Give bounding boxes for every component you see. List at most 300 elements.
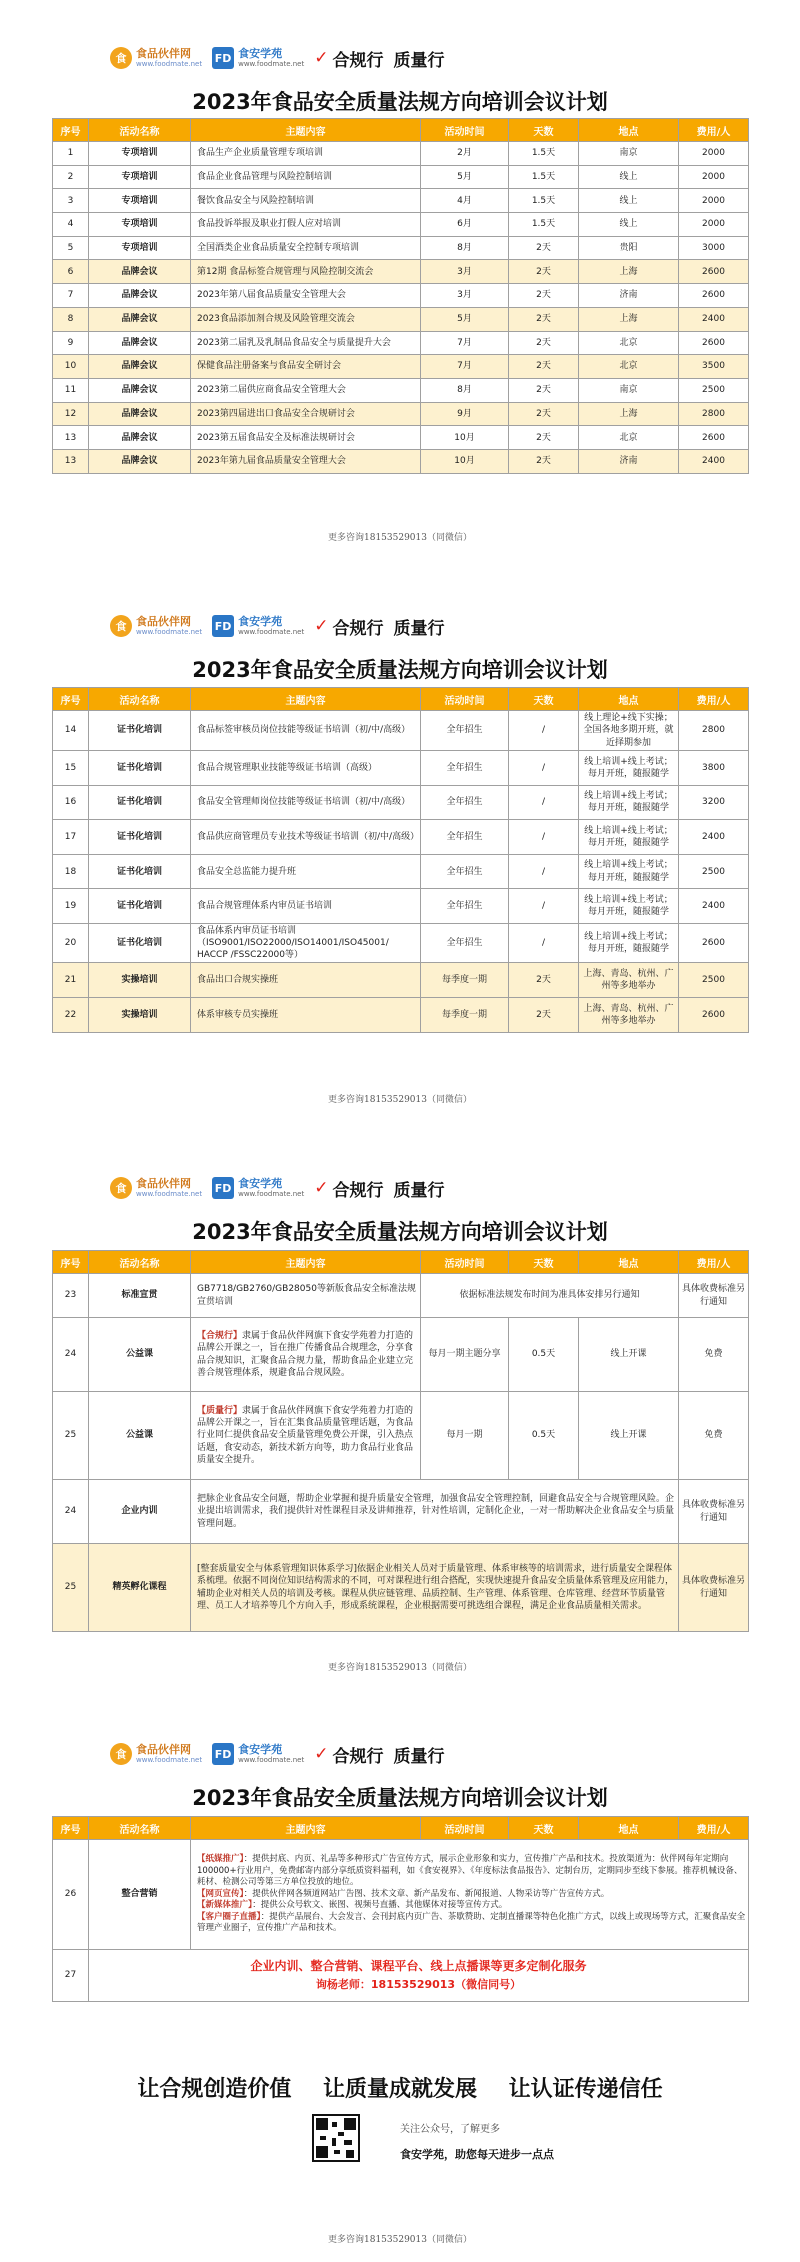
cell-place: 北京 — [579, 331, 679, 355]
foodmate-icon: 食 — [110, 1743, 132, 1765]
cell-place: 线上培训+线上考试；每月开班，随报随学 — [579, 854, 679, 889]
cell-fee: 2500 — [679, 854, 749, 889]
cell-name: 证书化培训 — [89, 751, 191, 786]
cell-no: 2 — [53, 165, 89, 189]
follow-slogan: 食安学苑，助您每天进步一点点 — [400, 2148, 554, 2161]
cell-name: 品牌会议 — [89, 284, 191, 308]
table-row — [53, 307, 749, 331]
cell-topic: 食品出口合规实操班 — [191, 963, 421, 998]
cell-topic: 食品合规管理职业技能等级证书培训（高级） — [191, 751, 421, 786]
cell-no: 25 — [53, 1544, 89, 1632]
heguixing-logo-name: 合规行 — [332, 618, 384, 639]
foodmate-logo-url: www.foodmate.net — [136, 1756, 203, 1764]
service-line: 企业内训、整合营销、课程平台、线上点播课等更多定制化服务 — [250, 1959, 587, 1974]
consult-note: 更多咨询18153529013（同微信） — [328, 533, 472, 543]
cell-fee: 2000 — [679, 142, 749, 166]
foodmate-logo-name: 食品伙伴网 — [136, 47, 191, 60]
plan-table-1 — [52, 118, 749, 474]
cell-place: 北京 — [579, 355, 679, 379]
table-row — [53, 378, 749, 402]
slogan: 让合规创造价值 让质量成就发展 让认证传递信任 — [137, 2077, 663, 2102]
cell-name: 品牌会议 — [89, 426, 191, 450]
cell-place: 线上理论+线下实操；全国各地多期开班，就近择期参加 — [579, 711, 679, 751]
cell-fee: 2000 — [679, 165, 749, 189]
col-header-no: 序号 — [53, 1251, 89, 1274]
cell-no: 10 — [53, 355, 89, 379]
cell-place: 北京 — [579, 426, 679, 450]
cell-no: 9 — [53, 331, 89, 355]
cell-place: 线上培训+线上考试；每月开班，随报随学 — [579, 785, 679, 820]
zhiliangxing-logo — [393, 1176, 444, 1201]
cell-place: 线上培训+线上考试；每月开班，随报随学 — [579, 751, 679, 786]
cell-days: 2天 — [509, 236, 579, 260]
col-header-place: 地点 — [579, 688, 679, 711]
shianxueyuan-logo — [212, 47, 304, 69]
page-title: 2023年食品安全质量法规方向培训会议计划 — [192, 1786, 608, 1810]
cell-place: 上海、青岛、杭州、广州等多地举办 — [579, 997, 679, 1032]
cell-no: 16 — [53, 785, 89, 820]
col-header-time: 活动时间 — [421, 1251, 509, 1274]
cell-days: / — [509, 751, 579, 786]
cell-topic — [191, 1318, 421, 1392]
cell-place: 线上 — [579, 189, 679, 213]
p4-lead: 【客户圈子直播】 — [197, 1911, 261, 1922]
foodmate-logo-url: www.foodmate.net — [136, 60, 203, 68]
cell-name: 证书化培训 — [89, 923, 191, 962]
table-row — [53, 426, 749, 450]
cell-no: 4 — [53, 213, 89, 237]
heguixing-logo: ✓ 合规行 — [314, 46, 383, 71]
logo-bar — [110, 606, 444, 646]
cell-no: 6 — [53, 260, 89, 284]
cell-fee: 2400 — [679, 307, 749, 331]
cell-topic: 2023第二届乳及乳制品食品安全与质量提升大会 — [191, 331, 421, 355]
cell-topic: 全国酒类企业食品质量安全控制专项培训 — [191, 236, 421, 260]
zhiliangxing-logo-name: 质量行 — [393, 618, 445, 639]
cell-fee: 2600 — [679, 331, 749, 355]
col-header-days: 天数 — [509, 1251, 579, 1274]
table-row — [53, 997, 749, 1032]
cell-fee: 具体收费标准另行通知 — [679, 1544, 749, 1632]
cell-no: 8 — [53, 307, 89, 331]
cell-topic: 食品安全管理师岗位技能等级证书培训（初/中/高级） — [191, 785, 421, 820]
table-row — [53, 820, 749, 855]
cell-topic: 食品体系内审员证书培训（ISO9001/ISO22000/ISO14001/ISO45001/ HACCP /FSSC22000等） — [191, 923, 421, 962]
cell-time: 全年招生 — [421, 854, 509, 889]
table-row — [53, 213, 749, 237]
cell-days: 2天 — [509, 449, 579, 473]
table-row — [53, 355, 749, 379]
cell-name: 专项培训 — [89, 165, 191, 189]
cell-name: 品牌会议 — [89, 378, 191, 402]
topic-text: 依据企业相关人员对于质量管理、体系审核等的培训需求，进行质量安全课程体系梳理。依据不同岗位知识结构需求的不同，可对课程进行组合搭配，实现快速提升食品安全质量体系管理及应用能力，辅助企业对相关人员的培训及考核。课程从供应链管理、品质控制、生产管理、体系管理、仓库管理、经营环节质量管理、员工人才培养等几个方向入手，形成系统课程，企业根据需要可挑选组合课程，满足企业食品质量相关需求。 — [197, 1564, 675, 1611]
cell-fee: 3500 — [679, 355, 749, 379]
table-row — [53, 711, 749, 751]
cell-no: 21 — [53, 963, 89, 998]
cell-fee: 2600 — [679, 923, 749, 962]
cell-no: 27 — [53, 1950, 89, 2002]
cell-no: 24 — [53, 1480, 89, 1544]
cell-no: 1 — [53, 142, 89, 166]
shianxueyuan-logo — [212, 1177, 304, 1199]
foodmate-logo-name: 食品伙伴网 — [136, 615, 191, 628]
cell-time: 全年招生 — [421, 751, 509, 786]
cell-time: 每季度一期 — [421, 997, 509, 1032]
cell-name: 证书化培训 — [89, 820, 191, 855]
qr-code[interactable] — [312, 2114, 360, 2162]
cell-fee: 2400 — [679, 889, 749, 924]
cell-topic: 2023食品添加剂合规及风险管理交流会 — [191, 307, 421, 331]
topic-lead: 【质量行】 — [197, 1406, 243, 1417]
p1-text: ：提供封底、内页、礼品等多种形式广告宣传方式，展示企业形象和实力，宣传推广产品和技术。投放渠道为：伙伴网每年定期向100000+行业用户，免费邮寄内部分享纸质资料福利，如《食安视界》、《年度标法食品报告》、定制台历，定期同步至线下参展。推荐机械设备、耗材、检测公司等第三方单位投放的地位。 — [197, 1854, 743, 1888]
cell-name: 证书化培训 — [89, 889, 191, 924]
shianxueyuan-logo-url: www.foodmate.net — [238, 60, 305, 68]
foodmate-icon: 食 — [110, 47, 132, 69]
col-header-place: 地点 — [579, 119, 679, 142]
cell-name: 品牌会议 — [89, 331, 191, 355]
fd-icon: FD — [212, 1743, 234, 1765]
cell-no: 22 — [53, 997, 89, 1032]
cell-place: 南京 — [579, 142, 679, 166]
zhiliangxing-logo — [393, 614, 444, 639]
cell-days: / — [509, 711, 579, 751]
cell-time: 2月 — [421, 142, 509, 166]
cell-topic: 食品合规管理体系内审员证书培训 — [191, 889, 421, 924]
cell-days: / — [509, 820, 579, 855]
page-title: 2023年食品安全质量法规方向培训会议计划 — [192, 1220, 608, 1244]
cell-fee: 2000 — [679, 213, 749, 237]
cell-place: 南京 — [579, 378, 679, 402]
col-header-topic: 主题内容 — [191, 119, 421, 142]
cell-topic: 食品供应商管理员专业技术等级证书培训（初/中/高级） — [191, 820, 421, 855]
col-header-no: 序号 — [53, 119, 89, 142]
cell-topic: 2023第五届食品安全及标准法规研讨会 — [191, 426, 421, 450]
table-row — [53, 1544, 749, 1632]
cell-topic: GB7718/GB2760/GB28050等新版食品安全标准法规宣贯培训 — [191, 1274, 421, 1318]
table-row — [53, 402, 749, 426]
cell-topic: 体系审核专员实操班 — [191, 997, 421, 1032]
cell-no: 13 — [53, 426, 89, 450]
cell-name: 专项培训 — [89, 213, 191, 237]
table-row — [53, 889, 749, 924]
cell-name: 品牌会议 — [89, 449, 191, 473]
cell-no: 11 — [53, 378, 89, 402]
table-row — [53, 1392, 749, 1480]
cell-fee: 2800 — [679, 711, 749, 751]
cell-time: 9月 — [421, 402, 509, 426]
cell-fee: 免费 — [679, 1392, 749, 1480]
cell-time: 7月 — [421, 331, 509, 355]
col-header-topic: 主题内容 — [191, 1817, 421, 1840]
heguixing-logo: ✓ 合规行 — [314, 614, 383, 639]
cell-name: 精英孵化课程 — [89, 1544, 191, 1632]
cell-topic: 餐饮食品安全与风险控制培训 — [191, 189, 421, 213]
foodmate-logo — [110, 47, 202, 69]
cell-days: 2天 — [509, 426, 579, 450]
foodmate-logo — [110, 615, 202, 637]
shianxueyuan-logo — [212, 1743, 304, 1765]
heguixing-logo: ✓ 合规行 — [314, 1742, 383, 1767]
cell-topic: 食品安全总监能力提升班 — [191, 854, 421, 889]
cell-place: 上海 — [579, 402, 679, 426]
foodmate-logo-url: www.foodmate.net — [136, 1190, 203, 1198]
cell-days: 2天 — [509, 997, 579, 1032]
cell-place: 线上 — [579, 213, 679, 237]
cell-place: 上海、青岛、杭州、广州等多地举办 — [579, 963, 679, 998]
cell-no: 5 — [53, 236, 89, 260]
cell-time: 8月 — [421, 236, 509, 260]
cell-no: 19 — [53, 889, 89, 924]
cell-days: / — [509, 785, 579, 820]
cell-merged: 依据标准法规发布时间为准具体安排另行通知 — [421, 1274, 679, 1318]
shianxueyuan-logo-name: 食安学苑 — [238, 615, 283, 628]
plan-table-2 — [52, 687, 749, 1033]
table-row — [53, 923, 749, 962]
cell-name: 品牌会议 — [89, 402, 191, 426]
cell-merged — [191, 1544, 679, 1632]
consult-note: 更多咨询18153529013（同微信） — [328, 1663, 472, 1673]
cell-fee: 3200 — [679, 785, 749, 820]
cell-name: 实操培训 — [89, 997, 191, 1032]
cell-days: 2天 — [509, 307, 579, 331]
heguixing-logo: ✓ 合规行 — [314, 1176, 383, 1201]
cell-name: 专项培训 — [89, 236, 191, 260]
cell-days: 1.5天 — [509, 165, 579, 189]
col-header-place: 地点 — [579, 1251, 679, 1274]
table-row — [53, 142, 749, 166]
p3-text: ：提供公众号软文、嵌图、视频号直播、其他媒体对接等宣传方式。 — [252, 1900, 508, 1911]
cell-fee: 具体收费标准另行通知 — [679, 1274, 749, 1318]
foodmate-logo — [110, 1177, 202, 1199]
cell-topic: 第12期 食品标签合规管理与风险控制交流会 — [191, 260, 421, 284]
cell-fee: 2600 — [679, 997, 749, 1032]
cell-no: 17 — [53, 820, 89, 855]
shianxueyuan-logo-url: www.foodmate.net — [238, 1756, 305, 1764]
cell-place: 济南 — [579, 449, 679, 473]
col-header-time: 活动时间 — [421, 1817, 509, 1840]
plan-table-4 — [52, 1816, 749, 2002]
cell-days: 2天 — [509, 378, 579, 402]
cell-name: 标准宣贯 — [89, 1274, 191, 1318]
cell-name: 公益课 — [89, 1392, 191, 1480]
cell-time: 5月 — [421, 165, 509, 189]
table-row — [53, 1318, 749, 1392]
shianxueyuan-logo-url: www.foodmate.net — [238, 628, 305, 636]
table-header — [53, 1251, 749, 1274]
table-row — [53, 1480, 749, 1544]
cell-fee: 2400 — [679, 449, 749, 473]
cell-days: 2天 — [509, 963, 579, 998]
logo-bar — [110, 38, 444, 78]
shianxueyuan-logo-name: 食安学苑 — [238, 1177, 283, 1190]
cell-place: 线上培训+线上考试；每月开班，随报随学 — [579, 923, 679, 962]
cell-days: 0.5天 — [509, 1318, 579, 1392]
cell-name: 证书化培训 — [89, 854, 191, 889]
cell-fee: 2500 — [679, 963, 749, 998]
consult-note: 更多咨询18153529013（同微信） — [328, 1095, 472, 1105]
plan-table-3 — [52, 1250, 749, 1632]
cell-name: 实操培训 — [89, 963, 191, 998]
fd-icon: FD — [212, 615, 234, 637]
cell-time: 5月 — [421, 307, 509, 331]
zhiliangxing-logo-name: 质量行 — [393, 50, 445, 71]
table-header — [53, 688, 749, 711]
table-row — [53, 236, 749, 260]
cell-time: 6月 — [421, 213, 509, 237]
p1-lead: 【纸媒推广】 — [197, 1854, 244, 1865]
cell-days: 2天 — [509, 402, 579, 426]
cell-place: 线上培训+线上考试；每月开班，随报随学 — [579, 820, 679, 855]
cell-topic — [191, 1392, 421, 1480]
cell-topic: 保健食品注册备案与食品安全研讨会 — [191, 355, 421, 379]
col-header-topic: 主题内容 — [191, 1251, 421, 1274]
cell-place: 上海 — [579, 260, 679, 284]
cell-fee: 2800 — [679, 402, 749, 426]
table-header — [53, 119, 749, 142]
cell-no: 15 — [53, 751, 89, 786]
cell-time: 8月 — [421, 378, 509, 402]
cell-time: 每月一期 — [421, 1392, 509, 1480]
col-header-place: 地点 — [579, 1817, 679, 1840]
col-header-fee: 费用/人 — [679, 1251, 749, 1274]
col-header-no: 序号 — [53, 688, 89, 711]
cell-topic: 2023年第九届食品质量安全管理大会 — [191, 449, 421, 473]
cell-fee: 3800 — [679, 751, 749, 786]
table-row — [53, 751, 749, 786]
follow-note: 关注公众号，了解更多 — [400, 2124, 500, 2135]
col-header-name: 活动名称 — [89, 688, 191, 711]
col-header-fee: 费用/人 — [679, 119, 749, 142]
cell-no: 20 — [53, 923, 89, 962]
cell-name: 品牌会议 — [89, 260, 191, 284]
cell-time: 3月 — [421, 284, 509, 308]
cell-time: 全年招生 — [421, 923, 509, 962]
p2-lead: 【网页宣传】 — [197, 1888, 244, 1899]
table-row — [53, 449, 749, 473]
cell-name: 公益课 — [89, 1318, 191, 1392]
foodmate-icon: 食 — [110, 1177, 132, 1199]
col-header-fee: 费用/人 — [679, 1817, 749, 1840]
cell-name: 企业内训 — [89, 1480, 191, 1544]
foodmate-logo-name: 食品伙伴网 — [136, 1743, 191, 1756]
cell-fee: 2600 — [679, 426, 749, 450]
cell-days: / — [509, 923, 579, 962]
cell-time: 全年招生 — [421, 711, 509, 751]
col-header-name: 活动名称 — [89, 1251, 191, 1274]
cell-place: 贵阳 — [579, 236, 679, 260]
table-row — [53, 1840, 749, 1950]
col-header-no: 序号 — [53, 1817, 89, 1840]
page-title: 2023年食品安全质量法规方向培训会议计划 — [192, 90, 608, 114]
cell-name: 证书化培训 — [89, 785, 191, 820]
cell-topic: 2023第四届进出口食品安全合规研讨会 — [191, 402, 421, 426]
heguixing-logo-name: 合规行 — [332, 50, 384, 71]
col-header-days: 天数 — [509, 119, 579, 142]
cell-time: 7月 — [421, 355, 509, 379]
cell-place: 上海 — [579, 307, 679, 331]
cell-no: 18 — [53, 854, 89, 889]
topic-text: 隶属于食品伙伴网旗下食安学苑着力打造的品牌公开课之一，旨在汇集食品质量管理话题，为食品行业同仁提供食品安全质量管理免费公开课，引入热点话题，食安动态，新技术新方向等，助力食品行业食品质量安全提升。 — [197, 1406, 414, 1465]
cell-merged — [89, 1950, 749, 2002]
zhiliangxing-logo-name: 质量行 — [393, 1746, 445, 1767]
cell-place: 线上培训+线上考试；每月开班，随报随学 — [579, 889, 679, 924]
table-row — [53, 1950, 749, 2002]
cell-days: 2天 — [509, 355, 579, 379]
cell-topic: 食品企业食品管理与风险控制培训 — [191, 165, 421, 189]
logo-bar — [110, 1734, 444, 1774]
col-header-name: 活动名称 — [89, 119, 191, 142]
cell-name: 证书化培训 — [89, 711, 191, 751]
cell-name: 专项培训 — [89, 142, 191, 166]
cell-time: 10月 — [421, 426, 509, 450]
col-header-time: 活动时间 — [421, 688, 509, 711]
contact-line: 询杨老师：18153529013（微信同号） — [315, 1977, 522, 1991]
cell-fee: 2500 — [679, 378, 749, 402]
fd-icon: FD — [212, 47, 234, 69]
cell-place: 线上开课 — [579, 1318, 679, 1392]
cell-no: 25 — [53, 1392, 89, 1480]
cell-time: 每月一期主题分享 — [421, 1318, 509, 1392]
cell-time: 全年招生 — [421, 820, 509, 855]
cell-topic: 2023年第八届食品质量安全管理大会 — [191, 284, 421, 308]
cell-topic: 2023第二届供应商食品安全管理大会 — [191, 378, 421, 402]
cell-fee: 2000 — [679, 189, 749, 213]
cell-time: 3月 — [421, 260, 509, 284]
cell-days: 2天 — [509, 260, 579, 284]
cell-no: 23 — [53, 1274, 89, 1318]
cell-name: 品牌会议 — [89, 355, 191, 379]
cell-time: 全年招生 — [421, 889, 509, 924]
cell-time: 全年招生 — [421, 785, 509, 820]
cell-days: 2天 — [509, 331, 579, 355]
zhiliangxing-logo — [393, 1742, 444, 1767]
table-row — [53, 963, 749, 998]
cell-no: 14 — [53, 711, 89, 751]
table-row — [53, 785, 749, 820]
cell-topic: 食品投诉举报及职业打假人应对培训 — [191, 213, 421, 237]
table-header — [53, 1817, 749, 1840]
cell-place: 线上开课 — [579, 1392, 679, 1480]
cell-merged: 把脉企业食品安全问题，帮助企业掌握和提升质量安全管理，加强食品安全管理控制，回避食品安全与合规管理风险。企业提出培训需求，我们提供针对性课程目录及讲师推荐，针对性培训，定制化企业，一对一帮助解决企业食品安全与质量管理问题。 — [191, 1480, 679, 1544]
cell-days: 1.5天 — [509, 213, 579, 237]
zhiliangxing-logo — [393, 46, 444, 71]
zhiliangxing-logo-name: 质量行 — [393, 1180, 445, 1201]
col-header-days: 天数 — [509, 1817, 579, 1840]
cell-no: 3 — [53, 189, 89, 213]
table-row — [53, 331, 749, 355]
cell-fee: 具体收费标准另行通知 — [679, 1480, 749, 1544]
shianxueyuan-logo — [212, 615, 304, 637]
cell-days: 1.5天 — [509, 142, 579, 166]
foodmate-logo-url: www.foodmate.net — [136, 628, 203, 636]
heguixing-logo-name: 合规行 — [332, 1180, 384, 1201]
shianxueyuan-logo-name: 食安学苑 — [238, 1743, 283, 1756]
cell-merged — [191, 1840, 749, 1950]
cell-no: 7 — [53, 284, 89, 308]
cell-time: 4月 — [421, 189, 509, 213]
consult-note: 更多咨询18153529013（同微信） — [328, 2235, 472, 2245]
col-header-fee: 费用/人 — [679, 688, 749, 711]
foodmate-logo-name: 食品伙伴网 — [136, 1177, 191, 1190]
col-header-name: 活动名称 — [89, 1817, 191, 1840]
cell-fee: 免费 — [679, 1318, 749, 1392]
foodmate-logo — [110, 1743, 202, 1765]
cell-place: 线上 — [579, 165, 679, 189]
p4-text: ：提供产品展台、大会发言、会刊封底内页广告、茶歇赞助、定制直播课等特色化推广方式，以线上或现场等方式，汇聚食品安全管理产业圈子，宣传推广产品和技术。 — [197, 1911, 746, 1934]
cell-no: 12 — [53, 402, 89, 426]
cell-time: 每季度一期 — [421, 963, 509, 998]
cell-no: 26 — [53, 1840, 89, 1950]
